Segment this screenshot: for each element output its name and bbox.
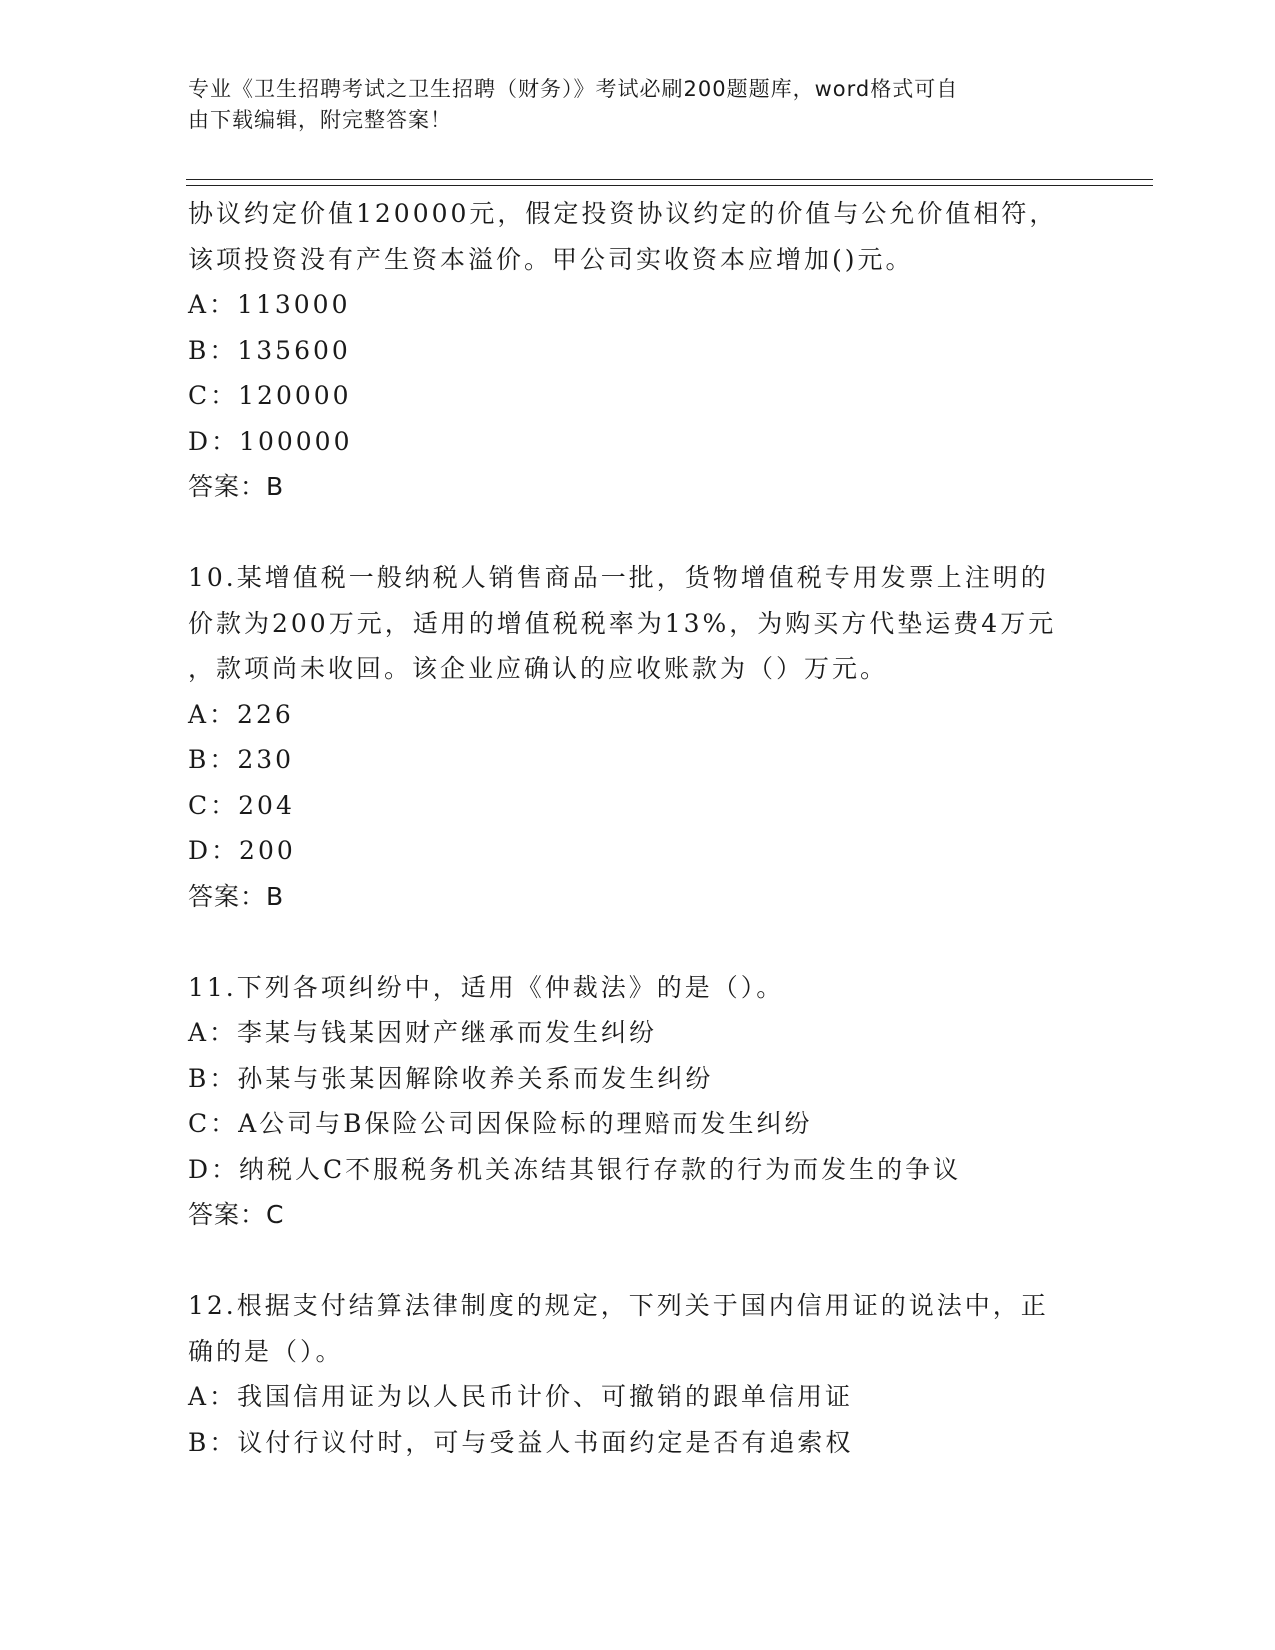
answer-label: 答案：B: [188, 881, 285, 911]
question-list: [188, 191, 1088, 1465]
option-b: B：议付行议付时，可与受益人书面约定是否有追索权: [188, 1427, 854, 1457]
header-divider-bottom: [186, 185, 1153, 186]
option-a: A：113000: [188, 290, 351, 319]
header-line-1: 专业《卫生招聘考试之卫生招聘（财务）》考试必刷200题题库，word格式可自: [188, 77, 959, 101]
question-stem-line: 确的是（）。: [188, 1336, 344, 1366]
option-d: D：纳税人C不服税务机关冻结其银行存款的行为而发生的争议: [188, 1154, 962, 1184]
question-stem-line: 协议约定价值120000元，假定投资协议约定的价值与公允价值相符，: [188, 199, 1058, 228]
option-a: A：226: [188, 699, 294, 729]
option-a: A：我国信用证为以人民币计价、可撤销的跟单信用证: [188, 1382, 854, 1411]
question-11: [188, 965, 1088, 1238]
option-c: C：A公司与B保险公司因保险标的理赔而发生纠纷: [188, 1109, 813, 1138]
question-12: [188, 1283, 1088, 1465]
question-stem-line: ，款项尚未收回。该企业应确认的应收账款为（）万元。: [188, 654, 889, 683]
question-10: [188, 555, 1088, 919]
question-stem-line: 11.下列各项纠纷中，适用《仲裁法》的是（）。: [188, 972, 785, 1002]
spacer: [188, 1238, 1088, 1284]
option-c: C：120000: [188, 381, 352, 410]
question-stem-line: 价款为200万元，适用的增值税税率为13%，为购买方代垫运费4万元: [188, 608, 1057, 638]
header-line-2: 由下载编辑，附完整答案！: [188, 108, 452, 132]
option-a: A：李某与钱某因财产继承而发生纠纷: [188, 1018, 658, 1047]
spacer: [188, 510, 1088, 556]
document-header: [188, 74, 1068, 136]
answer-label: 答案：C: [188, 1200, 285, 1229]
question-stem-line: 该项投资没有产生资本溢价。甲公司实收资本应增加()元。: [188, 244, 914, 274]
option-d: D：200: [188, 836, 296, 865]
header-divider-top: [186, 179, 1153, 180]
answer-label: 答案：B: [188, 472, 285, 501]
option-d: D：100000: [188, 426, 353, 456]
option-b: B：230: [188, 745, 295, 774]
question-stem-line: 10.某增值税一般纳税人销售商品一批，货物增值税专用发票上注明的: [188, 563, 1049, 592]
option-c: C：204: [188, 790, 295, 820]
option-b: B：135600: [188, 335, 351, 365]
question-stem-line: 12.根据支付结算法律制度的规定，下列关于国内信用证的说法中，正: [188, 1291, 1049, 1320]
question-9: [188, 191, 1088, 510]
spacer: [188, 919, 1088, 965]
option-b: B：孙某与张某因解除收养关系而发生纠纷: [188, 1063, 714, 1093]
